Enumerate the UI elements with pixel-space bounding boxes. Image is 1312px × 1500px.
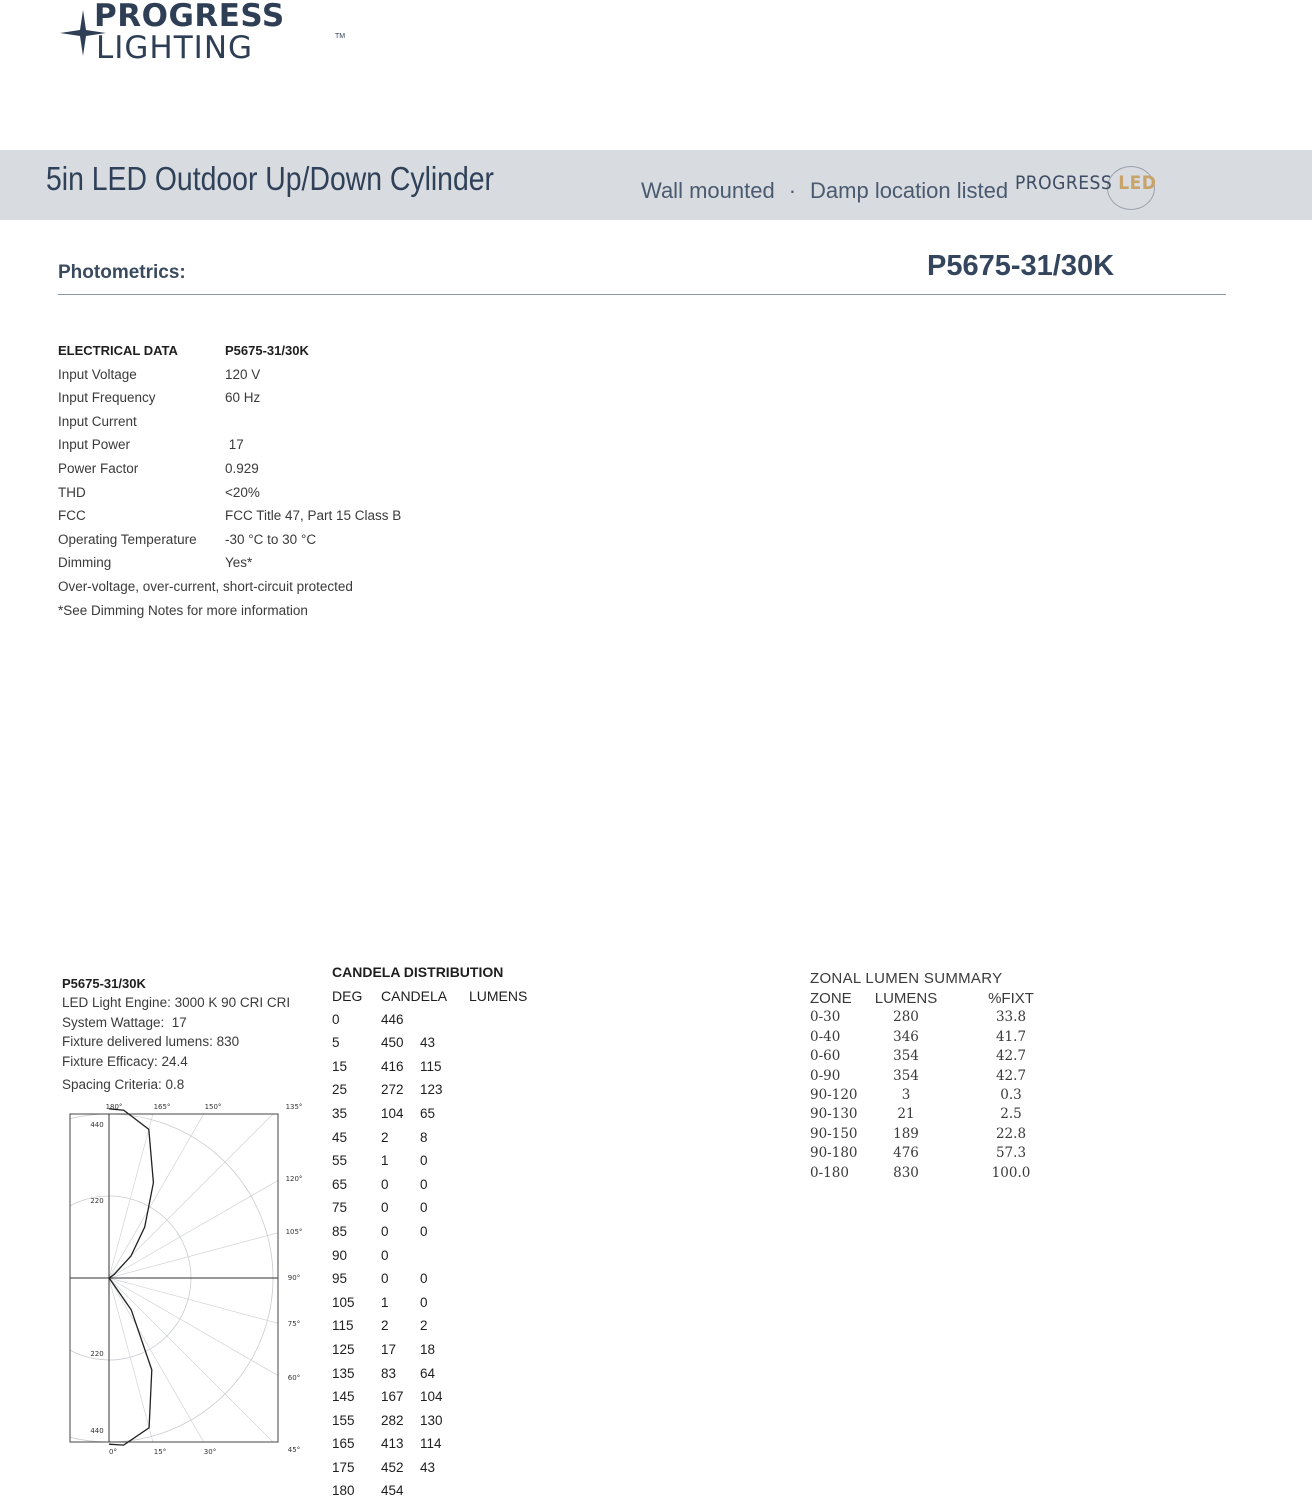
header-zone: ZONE [810, 990, 852, 1007]
candela-title: CANDELA DISTRIBUTION [332, 964, 504, 980]
angle-label: 180° [105, 1103, 123, 1111]
table-row: 85 0 0 [332, 1223, 428, 1239]
zonal-lumen-summary [810, 970, 1050, 1184]
photometrics-heading: Photometrics: [58, 262, 186, 283]
zonal-title: ZONAL LUMEN SUMMARY [810, 970, 1003, 987]
table-row: 5 450 43 [332, 1035, 436, 1051]
table-row: 135 83 64 [332, 1365, 436, 1381]
table-row: 105 1 0 [332, 1294, 428, 1310]
model-number-heading: P5675-31/30K [927, 250, 1115, 282]
specs-model: P5675-31/30K [62, 976, 146, 991]
table-row: 90 0 [332, 1247, 389, 1263]
logo-trademark: TM [335, 33, 346, 40]
radial-label: 440 [90, 1427, 104, 1435]
electrical-header-value: P5675-31/30K [225, 343, 309, 358]
progress-led-logo [1015, 168, 1160, 208]
table-row: 25 272 123 [332, 1082, 443, 1098]
angle-label: 15° [153, 1448, 167, 1456]
table-row: 0-90 354 42.7 [810, 1067, 1027, 1084]
polar-candela-chart [56, 1098, 316, 1460]
header-deg: DEG [332, 988, 363, 1004]
header-fixt: %FIXT [988, 990, 1034, 1007]
angle-label: 120° [285, 1175, 303, 1183]
subtitle-separator: · [788, 178, 797, 203]
candela-header-row [332, 988, 528, 1012]
specs-lumens: Fixture delivered lumens: 830 [62, 1034, 240, 1050]
table-row: 95 0 0 [332, 1271, 428, 1287]
radial-label: 440 [90, 1121, 104, 1129]
zonal-rows [810, 1009, 1050, 1184]
progress-lighting-logo [58, 0, 346, 70]
fixture-specs [62, 976, 290, 1096]
table-row: 175 452 43 [332, 1459, 436, 1475]
banner-subtitle [641, 178, 1008, 204]
table-row: 155 282 130 [332, 1412, 443, 1428]
subtitle-damp-location: Damp location listed [810, 178, 1009, 203]
title-banner [0, 150, 1312, 220]
angle-label: 150° [204, 1103, 222, 1111]
table-row: 0 446 [332, 1011, 404, 1027]
table-row: 90-150 189 22.8 [810, 1125, 1027, 1142]
angle-label: 135° [285, 1103, 303, 1111]
angle-label: 90° [287, 1274, 301, 1282]
table-row: 45 2 8 [332, 1129, 428, 1145]
angle-label: 60° [287, 1374, 301, 1382]
section-divider [58, 294, 1226, 295]
table-row: 115 2 2 [332, 1318, 428, 1334]
header-lumens: LUMENS [469, 988, 528, 1004]
candela-distribution-table [332, 964, 528, 1500]
table-row: 15 416 115 [332, 1058, 442, 1074]
electrical-header-key: ELECTRICAL DATA [58, 343, 178, 358]
subtitle-wall-mounted: Wall mounted [641, 178, 775, 203]
candela-rows [332, 1012, 503, 1500]
table-row: 55 1 0 [332, 1153, 428, 1169]
angle-label: 165° [153, 1103, 171, 1111]
specs-wattage: System Wattage: 17 [62, 1014, 187, 1030]
table-row: 75 0 0 [332, 1200, 428, 1216]
specs-engine: LED Light Engine: 3000 K 90 CRI CRI [62, 995, 291, 1011]
table-row: 125 17 18 [332, 1341, 436, 1357]
table-row: 90-120 3 0.3 [810, 1086, 1022, 1103]
angle-label: 75° [287, 1320, 301, 1328]
table-row: 0-30 280 33.8 [810, 1009, 1027, 1026]
table-row: 35 104 65 [332, 1105, 436, 1121]
specs-efficacy: Fixture Efficacy: 24.4 [62, 1053, 188, 1069]
radial-label: 220 [90, 1197, 104, 1205]
table-row: 145 167 104 [332, 1389, 443, 1405]
polar-grid [56, 1098, 316, 1460]
header-candela: CANDELA [381, 988, 448, 1004]
angle-label: 30° [203, 1448, 217, 1456]
table-row: 90-130 21 2.5 [810, 1106, 1022, 1123]
table-row: 165 413 114 [332, 1436, 442, 1452]
product-title: 5in LED Outdoor Up/Down Cylinder [46, 160, 494, 197]
table-row: 0-40 346 41.7 [810, 1028, 1027, 1045]
candela-curve [109, 1109, 153, 1445]
table-row: 180 454 [332, 1483, 404, 1499]
polar-labels [90, 1103, 302, 1456]
angle-label: 45° [287, 1446, 301, 1454]
logo-line2: LIGHTING [96, 30, 254, 66]
zonal-header-row [810, 990, 1050, 1009]
angle-label: 105° [285, 1228, 303, 1236]
table-row: 90-180 476 57.3 [810, 1145, 1027, 1162]
header-lumens: LUMENS [874, 990, 938, 1007]
table-row: 0-60 354 42.7 [810, 1048, 1027, 1065]
progress-led-wordmark: PROGRESS LED [1015, 172, 1157, 194]
table-row: 0-180 830 100.0 [810, 1164, 1031, 1181]
table-row: 65 0 0 [332, 1176, 428, 1192]
angle-label: 0° [109, 1448, 117, 1456]
logo-line1: PROGRESS [94, 0, 285, 34]
specs-spacing: Spacing Criteria: 0.8 [62, 1076, 185, 1092]
radial-label: 220 [90, 1350, 104, 1358]
